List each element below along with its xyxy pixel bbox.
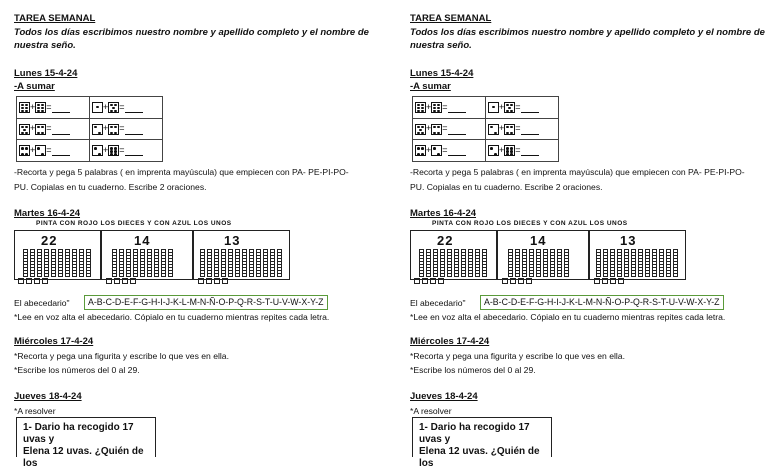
- die-icon: [108, 145, 119, 156]
- die-icon: [488, 145, 499, 156]
- monday-task-line-1: -Recorta y pega 5 palabras ( en imprenta mayúscula) que empiecen con PA- PE-PI-PO-: [410, 167, 745, 177]
- die-icon: [488, 124, 499, 135]
- tuesday-heading: Martes 16-4-24: [410, 208, 477, 219]
- thursday-subheading: *A resolver: [410, 406, 452, 416]
- die-icon: [19, 102, 30, 113]
- word-problem-box: [16, 417, 156, 469]
- die-icon: [19, 145, 30, 156]
- die-icon: [92, 124, 103, 135]
- die-icon: [415, 124, 426, 135]
- wednesday-task-2: *Escribe los números del 0 al 29.: [410, 365, 536, 375]
- die-icon: [35, 145, 46, 156]
- word-problem-box: [412, 417, 552, 469]
- instruction-line-1: Todos los días escribimos nuestro nombre y apellido completo y el nombre de: [410, 27, 765, 38]
- number-box: [101, 230, 193, 280]
- monday-heading: Lunes 15-4-24: [410, 68, 474, 79]
- alphabet-label: El abecedario": [14, 298, 70, 308]
- die-icon: [19, 124, 30, 135]
- die-icon: [35, 102, 46, 113]
- tens-units-picture: [14, 220, 294, 292]
- die-icon: [92, 102, 103, 113]
- number-box: [497, 230, 589, 280]
- thursday-heading: Jueves 18-4-24: [14, 391, 82, 402]
- die-icon: [92, 145, 103, 156]
- die-icon: [504, 145, 515, 156]
- thursday-subheading: *A resolver: [14, 406, 56, 416]
- die-icon: [431, 124, 442, 135]
- die-icon: [415, 102, 426, 113]
- die-icon: [431, 102, 442, 113]
- document-page-left: [0, 0, 380, 469]
- die-icon: [488, 102, 499, 113]
- die-icon: [108, 124, 119, 135]
- dice-addition-table: + = + = + = + = + = + =: [16, 96, 163, 162]
- page-title: TAREA SEMANAL: [14, 13, 96, 24]
- wednesday-heading: Miércoles 17-4-24: [410, 336, 490, 347]
- box-number: 22: [41, 233, 58, 248]
- monday-subheading: -A sumar: [14, 81, 55, 92]
- picture-header: PINTA CON ROJO LOS DIECES Y CON AZUL LOS UNOS: [36, 220, 232, 227]
- thursday-heading: Jueves 18-4-24: [410, 391, 478, 402]
- tens-units-picture: [410, 220, 690, 292]
- monday-subheading: -A sumar: [410, 81, 451, 92]
- document-page-right: [396, 0, 776, 469]
- dice-addition-table: + = + = + = + = + = + =: [412, 96, 559, 162]
- instruction-line-1: Todos los días escribimos nuestro nombre y apellido completo y el nombre de: [14, 27, 369, 38]
- number-box: [193, 230, 290, 280]
- tuesday-task: *Lee en voz alta el abecedario. Cópialo en tu cuaderno mientras repites cada letra.: [14, 312, 330, 322]
- wednesday-heading: Miércoles 17-4-24: [14, 336, 94, 347]
- box-number: 13: [620, 233, 637, 248]
- wednesday-task-2: *Escribe los números del 0 al 29.: [14, 365, 140, 375]
- box-number: 14: [134, 233, 151, 248]
- monday-heading: Lunes 15-4-24: [14, 68, 78, 79]
- number-box: [14, 230, 101, 280]
- monday-task-line-2: PU. Copialas en tu cuaderno. Escribe 2 oraciones.: [410, 182, 603, 192]
- instruction-line-2: nuestra seño.: [14, 40, 76, 51]
- wednesday-task-1: *Recorta y pega una figurita y escribe lo que ves en ella.: [14, 351, 229, 361]
- die-icon: [415, 145, 426, 156]
- tuesday-task: *Lee en voz alta el abecedario. Cópialo en tu cuaderno mientras repites cada letra.: [410, 312, 726, 322]
- die-icon: [35, 124, 46, 135]
- problem-line-2: Elena 12 uvas. ¿Quién de los: [419, 446, 540, 469]
- die-icon: [108, 102, 119, 113]
- picture-header: PINTA CON ROJO LOS DIECES Y CON AZUL LOS UNOS: [432, 220, 628, 227]
- alphabet-box: A-B-C-D-E-F-G-H-I-J-K-L-M-N-Ñ-O-P-Q-R-S-T-U-V-W-X-Y-Z: [480, 295, 724, 310]
- alphabet-label: El abecedario": [410, 298, 466, 308]
- monday-task-line-2: PU. Copialas en tu cuaderno. Escribe 2 oraciones.: [14, 182, 207, 192]
- alphabet-box: A-B-C-D-E-F-G-H-I-J-K-L-M-N-Ñ-O-P-Q-R-S-T-U-V-W-X-Y-Z: [84, 295, 328, 310]
- die-icon: [431, 145, 442, 156]
- wednesday-task-1: *Recorta y pega una figurita y escribe lo que ves en ella.: [410, 351, 625, 361]
- tuesday-heading: Martes 16-4-24: [14, 208, 81, 219]
- monday-task-line-1: -Recorta y pega 5 palabras ( en imprenta mayúscula) que empiecen con PA- PE-PI-PO-: [14, 167, 349, 177]
- problem-line-2: Elena 12 uvas. ¿Quién de los: [23, 446, 144, 469]
- die-icon: [504, 102, 515, 113]
- box-number: 13: [224, 233, 241, 248]
- problem-line-1: 1- Dario ha recogido 17 uvas y: [419, 422, 530, 445]
- number-box: [589, 230, 686, 280]
- box-number: 22: [437, 233, 454, 248]
- instruction-line-2: nuestra seño.: [410, 40, 472, 51]
- number-box: [410, 230, 497, 280]
- die-icon: [504, 124, 515, 135]
- box-number: 14: [530, 233, 547, 248]
- page-title: TAREA SEMANAL: [410, 13, 492, 24]
- problem-line-1: 1- Dario ha recogido 17 uvas y: [23, 422, 134, 445]
